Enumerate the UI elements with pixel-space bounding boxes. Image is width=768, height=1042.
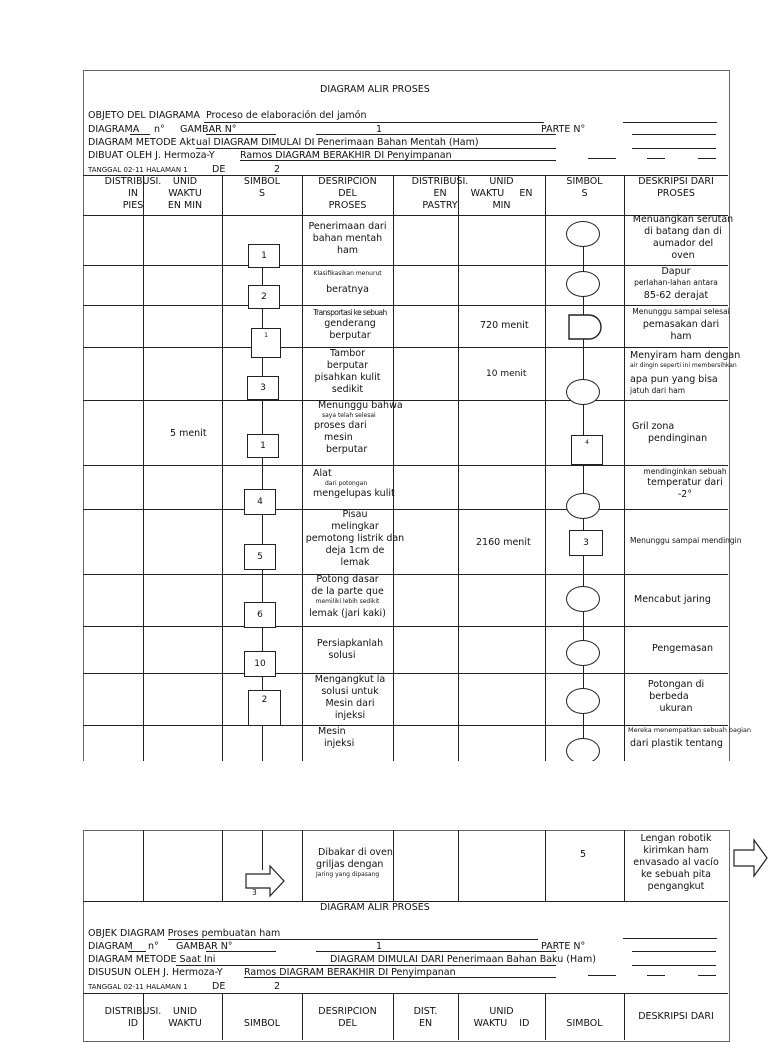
row5-desc: Menunggu bahwa saya telah selesai proses dari mesin berputar (314, 400, 403, 455)
header-distribusi-pastry: DISTRIBUSI. EN PASTRY (411, 176, 469, 211)
transport-arrow-icon (244, 864, 286, 898)
header-deskripsi-2: DESKRIPSI DARI PROSES (638, 176, 714, 199)
header-simbol: SIMBOL S (243, 176, 281, 199)
s2-header-1: DISTRIBUSI. ID (104, 1006, 162, 1029)
metode-value: ual DIAGRAM DIMULAI DI Penerimaan Bahan Mentah (Ham) (196, 137, 479, 148)
operation-box-3: 3 (247, 376, 279, 400)
metode-label: DIAGRAM METODE Akt (88, 137, 196, 148)
operation-box-6: 6 (244, 602, 276, 628)
s2-objek: OBJEK DIAGRAM Proses pembuatan ham (88, 928, 281, 939)
operation-circle-2 (566, 271, 600, 297)
dibuat-value: Ramos DIAGRAM BERAKHIR DI Penyimpanan (240, 150, 452, 161)
row4-time: 10 menit (486, 369, 527, 379)
s2-number: 1 (376, 941, 383, 952)
continue-arrow-icon (732, 838, 768, 878)
r-row5-desc: Gril zona pendinginan (632, 421, 708, 444)
s2-gambar: GAMBAR N° (176, 941, 233, 952)
s2-disusun-value: Ramos DIAGRAM BERAKHIR DI Penyimpanan (244, 967, 456, 978)
r-row11-desc: Mereka menempatkan sebuah bagian (628, 726, 752, 734)
s2-header-8: DESKRIPSI DARI (638, 1011, 714, 1022)
operation-box-2: 2 (248, 285, 280, 309)
s2-row-num: 5 (580, 849, 587, 860)
s2-row-desc: Dibakar di oven griljas dengan Jaring yang dipasang (316, 847, 393, 878)
dibuat-label: DIBUAT OLEH J. Hermoza-Y (88, 150, 215, 161)
sheet-2-title: DIAGRAM ALIR PROSES (320, 902, 430, 913)
row7-time: 2160 menit (476, 537, 531, 548)
header-waktu: UNID WAKTU EN MIN (167, 176, 203, 211)
operation-circle-5 (566, 586, 600, 612)
transport-arrow-number: 3 (252, 888, 257, 897)
delay-symbol (567, 313, 607, 341)
row4-desc: Tambor berputar pisahkan kulit sedikit (314, 348, 381, 395)
objeto-label: OBJETO DEL DIAGRAMA (88, 110, 200, 121)
s2-header-7: SIMBOL (566, 1018, 603, 1029)
header-simbol-2: SIMBOL S (566, 176, 603, 199)
row2-desc: Klasifikasikan menurut beratnya (313, 270, 382, 295)
r-row10-desc: Potongan di berbeda ukuran (647, 679, 705, 714)
s2-de-value: 2 (274, 981, 281, 992)
s2-tanggal: TANGGAL 02-11 HALAMAN 1 (88, 983, 188, 991)
s2-diagram-no: n° (148, 941, 159, 952)
r-row8-desc: Mencabut jaring (634, 594, 711, 605)
r-row9-desc: Pengemasan (652, 643, 713, 654)
s2-header-6: UNID WAKTU ID (473, 1006, 530, 1029)
operation-circle-4 (566, 493, 600, 519)
row1-desc: Penerimaan dari bahan mentah ham (308, 221, 387, 256)
row3-desc: Transportasi ke sebuah genderang berputar (313, 308, 387, 341)
r-row3-desc: Menunggu sampai selesai pemasakan dari ham (632, 307, 730, 342)
s2-parte: PARTE N° (541, 941, 586, 952)
operation-circle-6 (566, 640, 600, 666)
s2-metode-value: DIAGRAM DIMULAI DARI Penerimaan Bahan Baku (Ham) (330, 954, 596, 965)
header-deskripsi: DESRIPCION DEL PROSES (318, 176, 377, 211)
r-row7-desc: Menunggu sampai mendingin (630, 536, 742, 545)
operation-box-1b: 1 (247, 434, 279, 458)
inspection-box-2: 2 (248, 690, 281, 726)
row11-desc: Mesin injeksi (318, 726, 355, 749)
operation-circle-1 (566, 221, 600, 247)
s2-header-2: UNID WAKTU (168, 1006, 202, 1029)
operation-box-5: 5 (244, 544, 276, 570)
r-row11-desc2: dari plastik tentang (630, 738, 723, 749)
tanggal: TANGGAL 02-11 HALAMAN 1 (88, 166, 188, 174)
row7-desc: Pisau melingkar pemotong listrik dan deja 1cm de lemak (305, 509, 405, 568)
operation-box-4: 4 (244, 489, 276, 515)
diagram-number: 1 (376, 124, 383, 135)
operation-box-10: 10 (244, 651, 276, 677)
operation-box-right-3: 3 (569, 530, 603, 556)
row3-time: 720 menit (480, 320, 529, 331)
row5-time: 5 menit (170, 428, 207, 439)
r-row2-desc: Dapur perlahan-lahan antara 85-62 derajat (634, 266, 718, 301)
s2-header-3: SIMBOL (243, 1018, 281, 1029)
row9-desc: Persiapkanlah solusi (316, 638, 384, 661)
s2-de: DE (212, 981, 226, 992)
page-gap (0, 761, 768, 830)
de-value: 2 (274, 164, 281, 175)
s2-disusun: DISUSUN OLEH J. Hermoza-Y (88, 967, 223, 978)
parte-label: PARTE N° (541, 124, 586, 135)
gambar-label: GAMBAR N° (180, 124, 237, 135)
header-waktu-2: UNID WAKTU EN MIN (470, 176, 533, 211)
s2-diagram: DIAGRAM (88, 941, 133, 952)
operation-circle-3 (566, 379, 600, 405)
operation-box-1: 1 (248, 244, 280, 268)
row8-desc: Potong dasar de la parte que memiliki lebih sedikit lemak (jari kaki) (309, 574, 386, 619)
r-row6-desc: mendinginkan sebuah temperatur dari -2° (643, 467, 727, 500)
objeto-value: Proceso de elaboración del jamón (206, 110, 367, 121)
header-distribusi: DISTRIBUSI. IN PIES (104, 176, 162, 211)
r-row4-desc: Menyiram ham dengan air dingin seperti ini membersihkan apa pun yang bisa jatuh dari ham (630, 350, 741, 395)
row10-desc: Mengangkut la solusi untuk Mesin dari injeksi (314, 674, 386, 721)
diagram-no: n° (154, 124, 165, 135)
s2-metode: DIAGRAM METODE Saat Ini (88, 954, 216, 965)
diagram-label: DIAGRAMA (88, 124, 140, 135)
inspection-box-1: 1 (251, 328, 281, 358)
s2-row-right: Lengan robotik kirimkan ham envasado al vacío ke sebuah pita pengangkut (633, 833, 719, 892)
inspection-box-right-4: 4 (571, 435, 603, 465)
de-label: DE (212, 164, 226, 175)
s2-header-4: DESRIPCION DEL (318, 1006, 377, 1029)
s2-header-5: DIST. EN (413, 1006, 438, 1029)
r-row1-desc: Menuangkan serutan di batang dan di aumador del oven (632, 214, 734, 261)
row6-desc: Alat dari potongan mengelupas kulit (313, 468, 395, 499)
sheet-1-title: DIAGRAM ALIR PROSES (320, 84, 430, 95)
operation-circle-7 (566, 688, 600, 714)
